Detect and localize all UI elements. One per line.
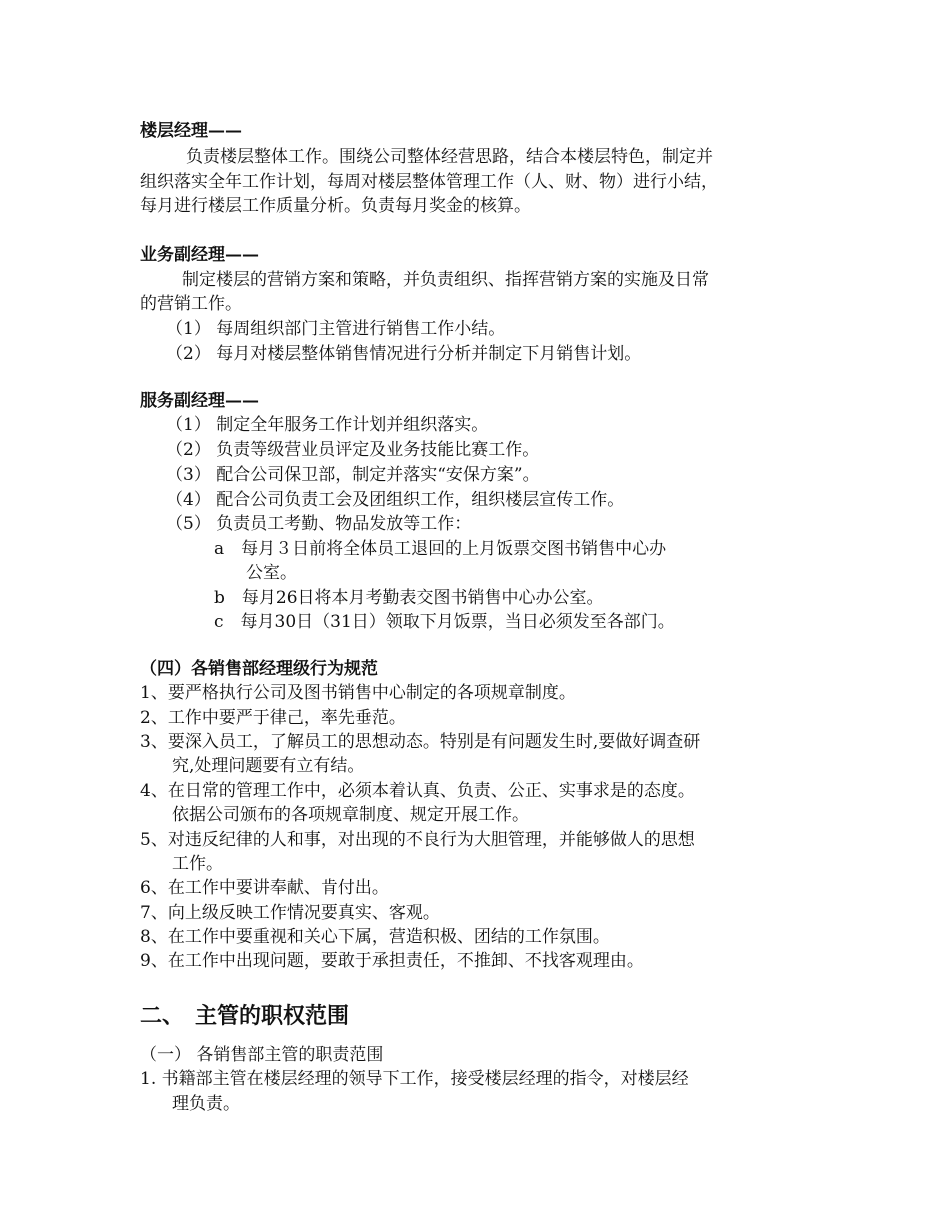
list-item: （1） 制定全年服务工作计划并组织落实。 — [166, 415, 489, 435]
conduct-line: 6、在工作中要讲奉献、肯付出。 — [140, 878, 389, 898]
conduct-line: 9、在工作中出现问题，要敢于承担责任，不推卸、不找客观理由。 — [140, 951, 644, 971]
section-2-subtitle: （一） 各销售部主管的职责范围 — [140, 1045, 384, 1065]
business-deputy-line-2: 的营销工作。 — [140, 294, 242, 314]
conduct-line: 究,处理问题要有立有结。 — [172, 756, 365, 776]
conduct-line: 5、对违反纪律的人和事，对出现的不良行为大胆管理，并能够做人的思想 — [140, 830, 695, 850]
conduct-line: 4、在日常的管理工作中，必须本着认真、负责、公正、实事求是的态度。 — [140, 781, 695, 801]
conduct-line: 8、在工作中要重视和关心下属，营造积极、团结的工作氛围。 — [140, 927, 610, 947]
floor-manager-line-2: 组织落实全年工作计划，每周对楼层整体管理工作（人、财、物）进行小结， — [140, 172, 718, 192]
list-item: （3） 配合公司保卫部，制定并落实“安保方案”。 — [166, 465, 540, 485]
business-deputy-line-1: 制定楼层的营销方案和策略，并负责组织、指挥营销方案的实施及日常 — [182, 270, 709, 290]
floor-manager-line-3: 每月进行楼层工作质量分析。负责每月奖金的核算。 — [140, 196, 531, 216]
floor-manager-line-1: 负责楼层整体工作。围绕公司整体经营思路，结合本楼层特色，制定并 — [186, 147, 713, 167]
floor-manager-title: 楼层经理—— — [140, 121, 242, 141]
section-2-line-2: 理负责。 — [172, 1094, 240, 1114]
conduct-line: 7、向上级反映工作情况要真实、客观。 — [140, 903, 440, 923]
conduct-line: 2、工作中要严于律己，率先垂范。 — [140, 708, 406, 728]
conduct-title: （四）各销售部经理级行为规范 — [140, 659, 378, 679]
business-deputy-title: 业务副经理—— — [140, 245, 259, 265]
sub-item-c: c 每月30日（31日）领取下月饭票，当日必须发至各部门。 — [214, 612, 675, 632]
sub-item-a-cont: 公室。 — [246, 563, 297, 583]
section-2-title: 二、 主管的职权范围 — [140, 1003, 350, 1029]
conduct-line: 依据公司颁布的各项规章制度、规定开展工作。 — [172, 805, 529, 825]
sub-item-b: b 每月26日将本月考勤表交图书销售中心办公室。 — [214, 588, 604, 608]
service-deputy-title: 服务副经理—— — [140, 391, 259, 411]
conduct-line: 3、要深入员工，了解员工的思想动态。特别是有问题发生时,要做好调查研 — [140, 732, 701, 752]
section-2-line-1: 1. 书籍部主管在楼层经理的领导下工作，接受楼层经理的指令，对楼层经 — [140, 1069, 689, 1089]
conduct-line: 工作。 — [172, 854, 223, 874]
list-item: （1） 每周组织部门主管进行销售工作小结。 — [166, 319, 506, 339]
sub-item-a: a 每月３日前将全体员工退回的上月饭票交图书销售中心办 — [214, 539, 667, 559]
conduct-line: 1、要严格执行公司及图书销售中心制定的各项规章制度。 — [140, 683, 576, 703]
list-item: （5） 负责员工考勤、物品发放等工作： — [166, 514, 472, 534]
list-item: （4） 配合公司负责工会及团组织工作，组织楼层宣传工作。 — [166, 490, 625, 510]
list-item: （2） 每月对楼层整体销售情况进行分析并制定下月销售计划。 — [166, 344, 642, 364]
list-item: （2） 负责等级营业员评定及业务技能比赛工作。 — [166, 440, 540, 460]
